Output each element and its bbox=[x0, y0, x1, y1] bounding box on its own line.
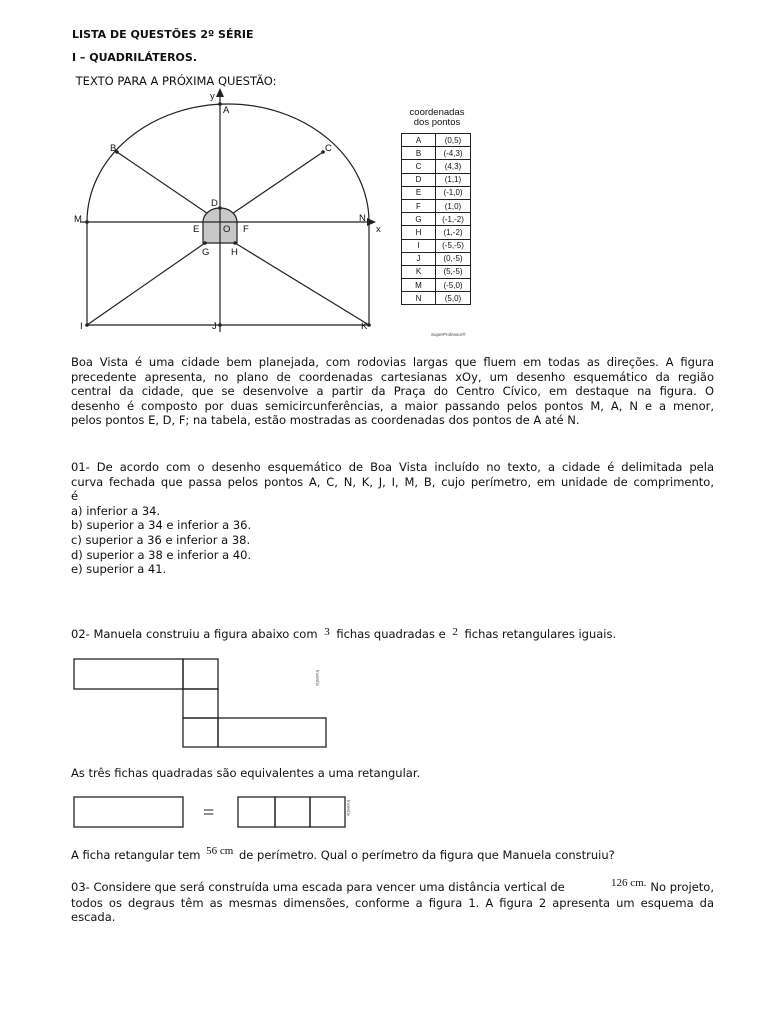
coordinates-table bbox=[401, 133, 471, 305]
question-2-sentence: As três fichas quadradas são equivalentes a uma retangular. bbox=[71, 766, 421, 780]
option-e: e) superior a 41. bbox=[71, 562, 167, 577]
question-2-perimeter: A ficha retangular tem 56 cm de perímetro. Qual o perímetro da figura que Manuela construiu? bbox=[71, 845, 615, 862]
label-g: G bbox=[202, 247, 210, 258]
table-row bbox=[402, 226, 471, 239]
line-hk bbox=[235, 243, 369, 325]
point-coordinates: (-1,0) bbox=[436, 186, 471, 199]
label-o: O bbox=[223, 224, 231, 235]
table-row bbox=[402, 213, 471, 226]
section-title: I – QUADRILÁTEROS. bbox=[72, 51, 198, 64]
point-coordinates: (1,1) bbox=[436, 173, 471, 186]
point-name: F bbox=[402, 199, 436, 212]
table-row bbox=[402, 252, 471, 265]
label-j: J bbox=[212, 321, 217, 332]
point-coordinates: (-5,-5) bbox=[436, 239, 471, 252]
question-1: 01- De acordo com o desenho esquemático de Boa Vista incluído no texto, a cidade é delimitada pela curva fechada que passa pelos pontos A, C, N, K, J, I, M, B, cujo perímetro, em unidade de comprimento, é a) inferior a 34. b) superior a 34 e inferior a 36. c) superior a 36 e inferior a 38. d) superior a 38 e inferior a 40. e) superior a 41. bbox=[71, 460, 714, 577]
point-name: N bbox=[402, 292, 436, 305]
table-row bbox=[402, 279, 471, 292]
question-3: 03- Considere que será construída uma escada para vencer uma distância vertical de 126 cm. No projeto, todos os degraus têm as mesmas dimensões, conforme a figura 1. A figura 2 apresenta um esquema da escada. bbox=[71, 877, 714, 925]
context-paragraph: Boa Vista é uma cidade bem planejada, com rodovias largas que fluem em todas as direções. A figura precedente apresenta, no plano de coordenadas cartesianas xOy, um desenho esquemático da região central da cidade, que se desenvolve a partir da Praça do Centro Cívico, em destaque na figura. O desenho é composto por duas semicircunferências, a maior passando pelos pontos M, A, N e a menor, pelos pontos E, D, F; na tabela, estão mostradas as coordenadas dos pontos de A até N. bbox=[71, 355, 714, 428]
point-name: I bbox=[402, 239, 436, 252]
square-c bbox=[310, 797, 345, 827]
label-a: A bbox=[223, 105, 230, 116]
square-card-3 bbox=[183, 718, 218, 747]
point-coordinates: (4,3) bbox=[436, 160, 471, 173]
label-x: x bbox=[376, 224, 381, 235]
line-ob bbox=[117, 152, 220, 222]
option-a: a) inferior a 34. bbox=[71, 503, 161, 518]
table-row bbox=[402, 239, 471, 252]
rectangle-card bbox=[74, 797, 183, 827]
table-row bbox=[402, 265, 471, 278]
point-name: H bbox=[402, 226, 436, 239]
point-name: C bbox=[402, 160, 436, 173]
point-name: K bbox=[402, 265, 436, 278]
point-coordinates: (-4,3) bbox=[436, 147, 471, 160]
equivalence-figure bbox=[72, 795, 362, 831]
table-row bbox=[402, 160, 471, 173]
cards-figure bbox=[72, 657, 332, 749]
table-row bbox=[402, 186, 471, 199]
y-arrow-icon bbox=[216, 88, 224, 97]
list-title: LISTA DE QUESTÕES 2º SÉRIE bbox=[72, 28, 254, 41]
point-name: E bbox=[402, 186, 436, 199]
label-m: M bbox=[74, 214, 82, 225]
square-card-1 bbox=[183, 659, 218, 689]
equivalence-credit: Inventiv bbox=[346, 800, 351, 817]
label-f: F bbox=[243, 224, 249, 235]
equals-sign: = bbox=[203, 802, 215, 824]
label-i: I bbox=[80, 321, 83, 332]
label-c: C bbox=[325, 143, 332, 154]
option-c: c) superior a 36 e inferior a 38. bbox=[71, 532, 251, 547]
text-intro: TEXTO PARA A PRÓXIMA QUESTÃO: bbox=[72, 74, 277, 88]
cards-credit: Inventiv bbox=[315, 670, 320, 687]
table-row bbox=[402, 199, 471, 212]
label-y: y bbox=[210, 91, 215, 102]
square-a bbox=[238, 797, 275, 827]
point-name: G bbox=[402, 213, 436, 226]
point-coordinates: (1,-2) bbox=[436, 226, 471, 239]
option-d: d) superior a 38 e inferior a 40. bbox=[71, 547, 252, 562]
table-caption: coordenadas dos pontos bbox=[409, 107, 465, 128]
question-2-statement: 02- Manuela construiu a figura abaixo com 3 fichas quadradas e 2 fichas retangulares iguais. bbox=[71, 626, 617, 641]
large-semicircle bbox=[87, 104, 369, 222]
line-gi bbox=[87, 243, 205, 325]
point-coordinates: (0,-5) bbox=[436, 252, 471, 265]
point-coordinates: (-1,-2) bbox=[436, 213, 471, 226]
point-coordinates: (5,0) bbox=[436, 292, 471, 305]
point-coordinates: (-5,0) bbox=[436, 279, 471, 292]
point-coordinates: (1,0) bbox=[436, 199, 471, 212]
rectangle-card-bottom bbox=[218, 718, 326, 747]
point-name: M bbox=[402, 279, 436, 292]
label-n: N bbox=[359, 213, 366, 224]
table-row bbox=[402, 147, 471, 160]
table-row bbox=[402, 292, 471, 305]
label-d: D bbox=[211, 198, 218, 209]
table-row bbox=[402, 173, 471, 186]
point-coordinates: (0,5) bbox=[436, 134, 471, 147]
point-coordinates: (5,-5) bbox=[436, 265, 471, 278]
line-oc bbox=[220, 152, 323, 222]
figure-credit: SuperProfessor® bbox=[431, 332, 466, 337]
table-row bbox=[402, 134, 471, 147]
square-card-2 bbox=[183, 689, 218, 718]
point-name: B bbox=[402, 147, 436, 160]
rectangle-card-top bbox=[74, 659, 183, 689]
option-b: b) superior a 34 e inferior a 36. bbox=[71, 518, 252, 533]
square-b bbox=[275, 797, 310, 827]
point-name: J bbox=[402, 252, 436, 265]
label-e: E bbox=[193, 224, 200, 235]
label-h: H bbox=[231, 247, 238, 258]
point-name: A bbox=[402, 134, 436, 147]
point-name: D bbox=[402, 173, 436, 186]
label-k: K bbox=[361, 321, 368, 332]
city-diagram bbox=[70, 88, 390, 340]
label-b: B bbox=[110, 143, 117, 154]
